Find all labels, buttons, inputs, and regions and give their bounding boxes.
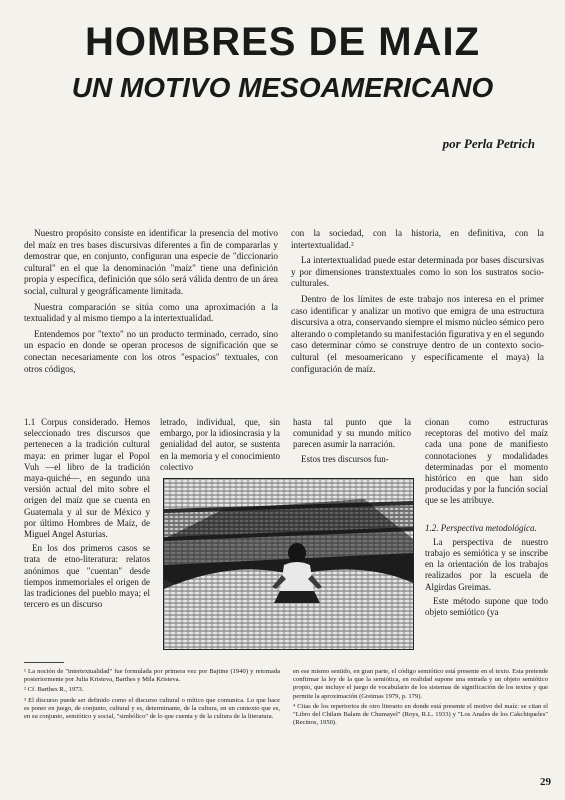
- paragraph: cionan como estructuras receptoras del motivo del maíz cada una pone de manifiesto connotaciones y modalidades determinadas por el momento histórico en que han sido producidas y por la función social que se les atribuye.: [425, 417, 548, 506]
- footnotes-left: [24, 668, 280, 723]
- body-column-1: [24, 417, 150, 613]
- paragraph: hasta tal punto que la comunidad y su mundo mítico parecen asumir la narración.: [293, 417, 411, 450]
- footnote: en ese mismo sentido, en gran parte, el código semiótico está presente en el texto. Esta pretende confirmar la ley de la que la semiótica, en realidad supone una entrada y un objeto semiótico propio, que incluye el juego de vocabulario de los sistemas de significación de los textos y que permite la aproximación (Greimas 1979, p. 179).: [293, 668, 548, 700]
- author-byline: por Perla Petrich: [442, 136, 535, 151]
- corn-harvest-photo: [163, 478, 414, 650]
- footnote: ⁴ Citas de los repertorios de otro literario en donde está presente el motivo del maíz: se citan el "Libro del Chilam Balam de Chumayel" (Roys, R.L. 1933) y "Los Anales de los Cakchiqueles" (Recinos, 1950).: [293, 702, 548, 727]
- paragraph: Estos tres discursos fun-: [301, 453, 389, 464]
- body-column-2: [160, 417, 280, 476]
- footnote-divider: [24, 662, 64, 663]
- intro-right-column: [291, 228, 544, 379]
- section-heading: 1.2. Perspectiva metodológica.: [425, 522, 537, 533]
- paragraph: Dentro de los límites de este trabajo nos interesa en el primer caso identificar y analizar un motivo que emigra de una estructura discursiva a otra, conservando siempre el mismo núcleo sémico pero alterando o completando su manifestación figurativa y en el segundo caso determinar cómo se construye dentro de un contexto socio-cultural (el mesoamericano y específicamente el maya) la configuración de maíz.: [291, 293, 544, 374]
- footnote: ² Cf. Barthes R., 1973.: [24, 686, 84, 694]
- paragraph: Nuestro propósito consiste en identificar la presencia del motivo del maíz en tres bases discursivas diferentes a fin de compararlas y demostrar que, en conjunto, configuran una especie de "diccionario cultural" en el que la denominación "maíz" tiene una definición propia y específica, definición que sólo será válida dentro de un área social, cultural y geográficamente limitada.: [24, 228, 278, 296]
- body-column-4: [425, 417, 548, 621]
- paragraph: Entendemos por "texto" no un producto terminado, cerrado, sino un espacio en donde se operan procesos de significación que se conectan necesariamente con los otros "espacios" textuales, con otros códigos,: [24, 328, 278, 374]
- footnote: ³ El discurso puede ser definido como el discurso cultural o mítico que comunica. Lo que hace es poner en juego, de conjunto, cultural y es, determinante, de la cultura, en un contexto que es, en su conjunto, semiótico y social, "simbólico" de lo que cuenta y de la cultura de la literatura.: [24, 696, 280, 721]
- paragraph: En los dos primeros casos se trata de etno-literatura: relatos anónimos que "cuentan" desde tiempos inmemoriales el origen de las tradiciones del pueblo maya; el tercero es un discurso: [24, 543, 150, 610]
- paragraph: con la sociedad, con la historia, en definitiva, con la intertextualidad.²: [291, 228, 544, 250]
- page-number: 29: [540, 776, 551, 788]
- footnote: ¹ La noción de "intertextualidad" fue formulada por primera vez por Bajtine (1940) y retomada posteriormente por Julia Kristeva, Barthes y Mila Kristeva.: [24, 668, 280, 684]
- paragraph: La intertextualidad puede estar determinada por bases discursivas y por dimensiones transtextuales como lo son los sustratos socio-culturales.: [291, 255, 544, 289]
- paragraph: Nuestra comparación se sitúa como una aproximación a la textualidad y al mismo tiempo a la intertextualidad.: [24, 301, 278, 324]
- article-title: HOMBRES DE MAIZ: [85, 20, 480, 64]
- footnotes-right: [293, 668, 548, 729]
- paragraph: Este método supone que todo objeto semiótico (ya: [425, 595, 548, 618]
- article-subtitle: UN MOTIVO MESOAMERICANO: [71, 72, 494, 103]
- paragraph: 1.1 Corpus considerado. Hemos seleccionado tres discursos que pertenecen a la tradición cultural maya: en primer lugar el Popol Vuh —el libro de la tradición maya-quiché—, en segundo una versión actual del mito sobre el origen del maíz que se cuenta en Guatemala y al sur de México y por último Hombres de Maíz, de Miguel Angel Asturias.: [24, 417, 150, 540]
- paragraph: letrado, individual, que, sin embargo, por la idiosincrasia y la genialidad del autor, se sustenta en la memoria y el conocimiento colectivo: [160, 417, 280, 472]
- intro-left-column: [24, 228, 278, 379]
- body-column-3: [293, 417, 411, 468]
- paragraph: La perspectiva de nuestro trabajo es semiótica y se inscribe en la orientación de los trabajos realizados por la escuela de Algirdas Greimas.: [425, 536, 548, 592]
